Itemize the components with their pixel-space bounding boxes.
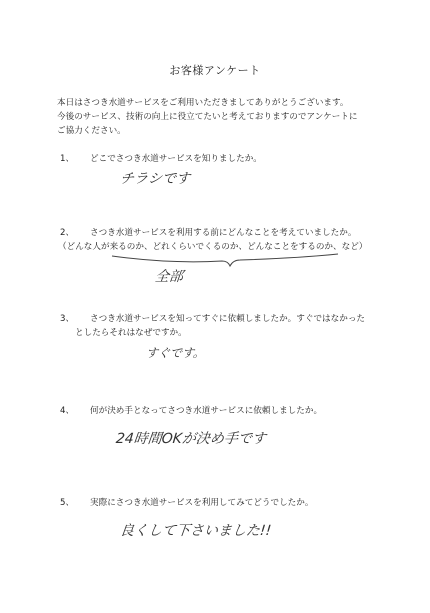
intro-text bbox=[57, 96, 402, 138]
question-number: 1、 bbox=[60, 154, 75, 164]
question-number: 3、 bbox=[60, 314, 75, 324]
question-line: さつき水道サービスを利用する前にどんなことを考えていましたか。 bbox=[90, 228, 357, 238]
question-line: 実際にさつき水道サービスを利用してみてどうでしたか。 bbox=[90, 498, 314, 508]
question-line: としたらそれはなぜですか。 bbox=[75, 328, 187, 338]
question-number: 4、 bbox=[60, 406, 75, 416]
question-line: （どんな人が来るのか、どれくらいでくるのか、どんなことをするのか、など） bbox=[58, 242, 368, 252]
intro-line: 本日はさつき水道サービスをご利用いただきましてありがとうございます。 bbox=[57, 98, 349, 108]
question-line: どこでさつき水道サービスを知りましたか。 bbox=[90, 154, 262, 164]
intro-line: 今後のサービス、技術の向上に役立てたいと考えておりますのでアンケートに bbox=[57, 112, 358, 122]
question-number: 2、 bbox=[60, 228, 75, 238]
answer-4: 24時間OKが決め手です bbox=[115, 431, 267, 447]
question-text bbox=[75, 312, 366, 340]
question-text bbox=[90, 152, 262, 166]
page-title: お客様アンケート bbox=[169, 64, 261, 77]
answer-5: 良くして下さいました!! bbox=[119, 523, 272, 539]
question-text bbox=[58, 226, 368, 254]
question-number: 5、 bbox=[60, 498, 75, 508]
intro-line: ご協力ください。 bbox=[57, 126, 126, 136]
answer-1: チラシです bbox=[119, 171, 191, 187]
question-text bbox=[90, 496, 313, 510]
answer-2: 全部 bbox=[154, 269, 184, 285]
question-line: 何が決め手となってさつき水道サービスに依頼しましたか。 bbox=[90, 406, 323, 416]
handwritten-brace bbox=[110, 252, 340, 268]
answer-3: すぐです。 bbox=[145, 346, 206, 360]
question-line: さつき水道サービスを知ってすぐに依頼しましたか。すぐではなかった bbox=[90, 314, 366, 324]
question-text bbox=[90, 404, 322, 418]
